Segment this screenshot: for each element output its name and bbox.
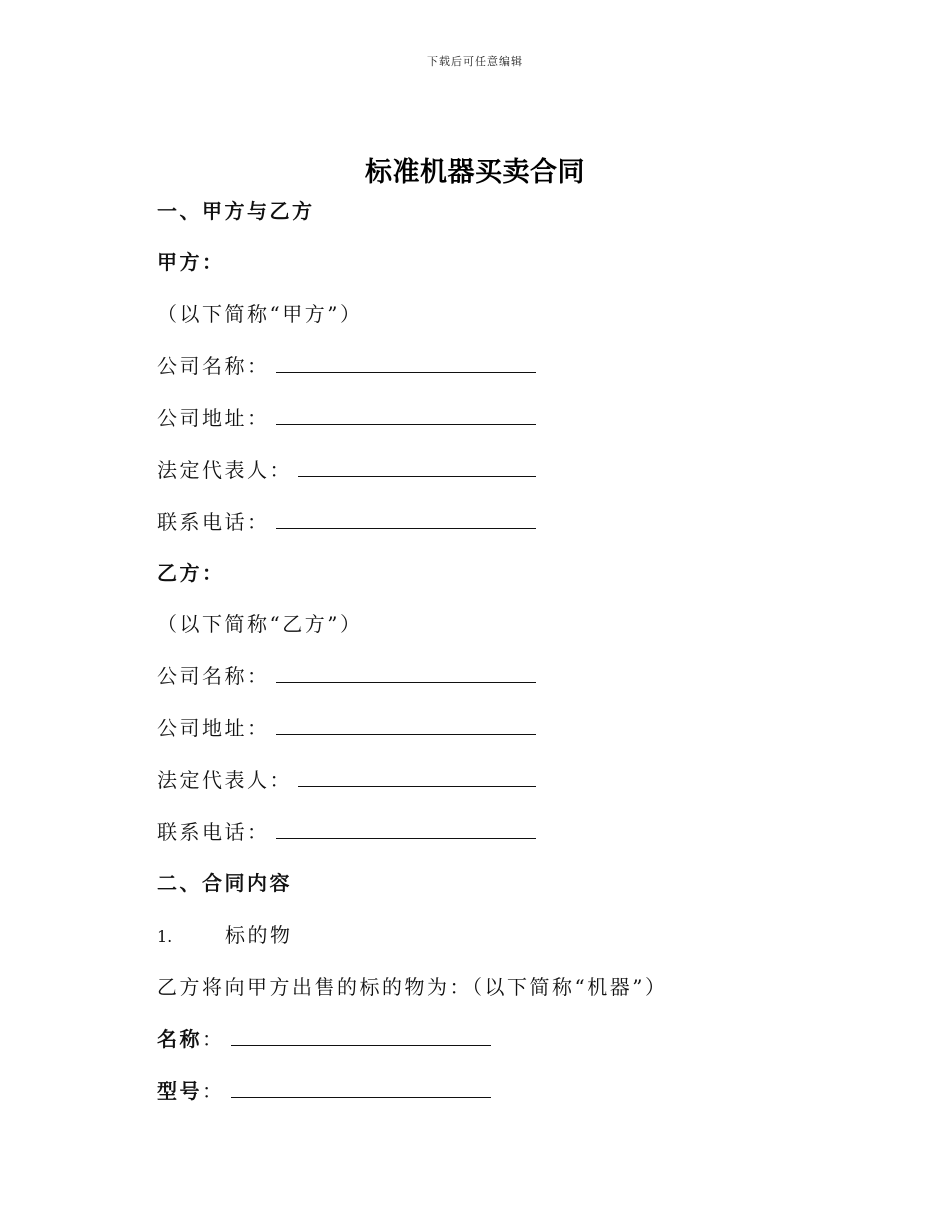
party-b-legal-rep-label: 法定代表人： xyxy=(157,768,292,792)
machine-name-label: 名称 xyxy=(157,1027,202,1051)
machine-model-label: 型号 xyxy=(157,1079,202,1103)
party-a-alias: （以下简称“甲方”） xyxy=(157,302,363,326)
party-b-phone-row xyxy=(157,819,536,845)
machine-model-field[interactable] xyxy=(231,1079,491,1098)
party-a-company-name-field[interactable] xyxy=(276,354,536,373)
party-b-phone-field[interactable] xyxy=(276,820,536,839)
party-a-phone-row xyxy=(157,509,536,535)
machine-name-colon: ： xyxy=(202,1027,225,1051)
party-a-company-address-label: 公司地址： xyxy=(157,406,270,430)
party-a-phone-field[interactable] xyxy=(276,510,536,529)
section1-heading: 一、甲方与乙方 xyxy=(157,199,315,223)
party-a-company-name-label: 公司名称： xyxy=(157,354,270,378)
party-b-company-address-row xyxy=(157,715,536,741)
party-b-company-name-field[interactable] xyxy=(276,664,536,683)
machine-model-row xyxy=(157,1078,491,1104)
party-a-company-address-row xyxy=(157,405,536,431)
machine-name-field[interactable] xyxy=(231,1027,491,1046)
header-note: 下载后可任意编辑 xyxy=(427,55,523,68)
party-b-company-address-field[interactable] xyxy=(276,716,536,735)
section2-heading: 二、合同内容 xyxy=(157,871,292,895)
machine-model-colon: ： xyxy=(202,1079,225,1103)
party-b-legal-rep-field[interactable] xyxy=(298,768,536,787)
party-a-company-name-row xyxy=(157,353,536,379)
party-a-legal-rep-field[interactable] xyxy=(298,458,536,477)
party-b-company-address-label: 公司地址： xyxy=(157,716,270,740)
party-a-legal-rep-row xyxy=(157,457,536,483)
party-b-company-name-label: 公司名称： xyxy=(157,664,270,688)
item1-title: 标的物 xyxy=(225,923,293,947)
party-b-legal-rep-row xyxy=(157,767,536,793)
party-a-phone-label: 联系电话： xyxy=(157,510,270,534)
party-b-phone-label: 联系电话： xyxy=(157,820,270,844)
item1-number: 1. xyxy=(157,927,173,946)
party-b-alias: （以下简称“乙方”） xyxy=(157,612,363,636)
document-title: 标准机器买卖合同 xyxy=(365,157,585,188)
party-a-company-address-field[interactable] xyxy=(276,406,536,425)
party-a-legal-rep-label: 法定代表人： xyxy=(157,458,292,482)
subject-intro: 乙方将向甲方出售的标的物为：（以下简称“机器”） xyxy=(157,975,668,999)
party-b-label: 乙方： xyxy=(157,561,225,585)
machine-name-row xyxy=(157,1026,491,1052)
party-a-label: 甲方： xyxy=(157,250,225,274)
item1-row xyxy=(157,922,293,950)
party-b-company-name-row xyxy=(157,663,536,689)
